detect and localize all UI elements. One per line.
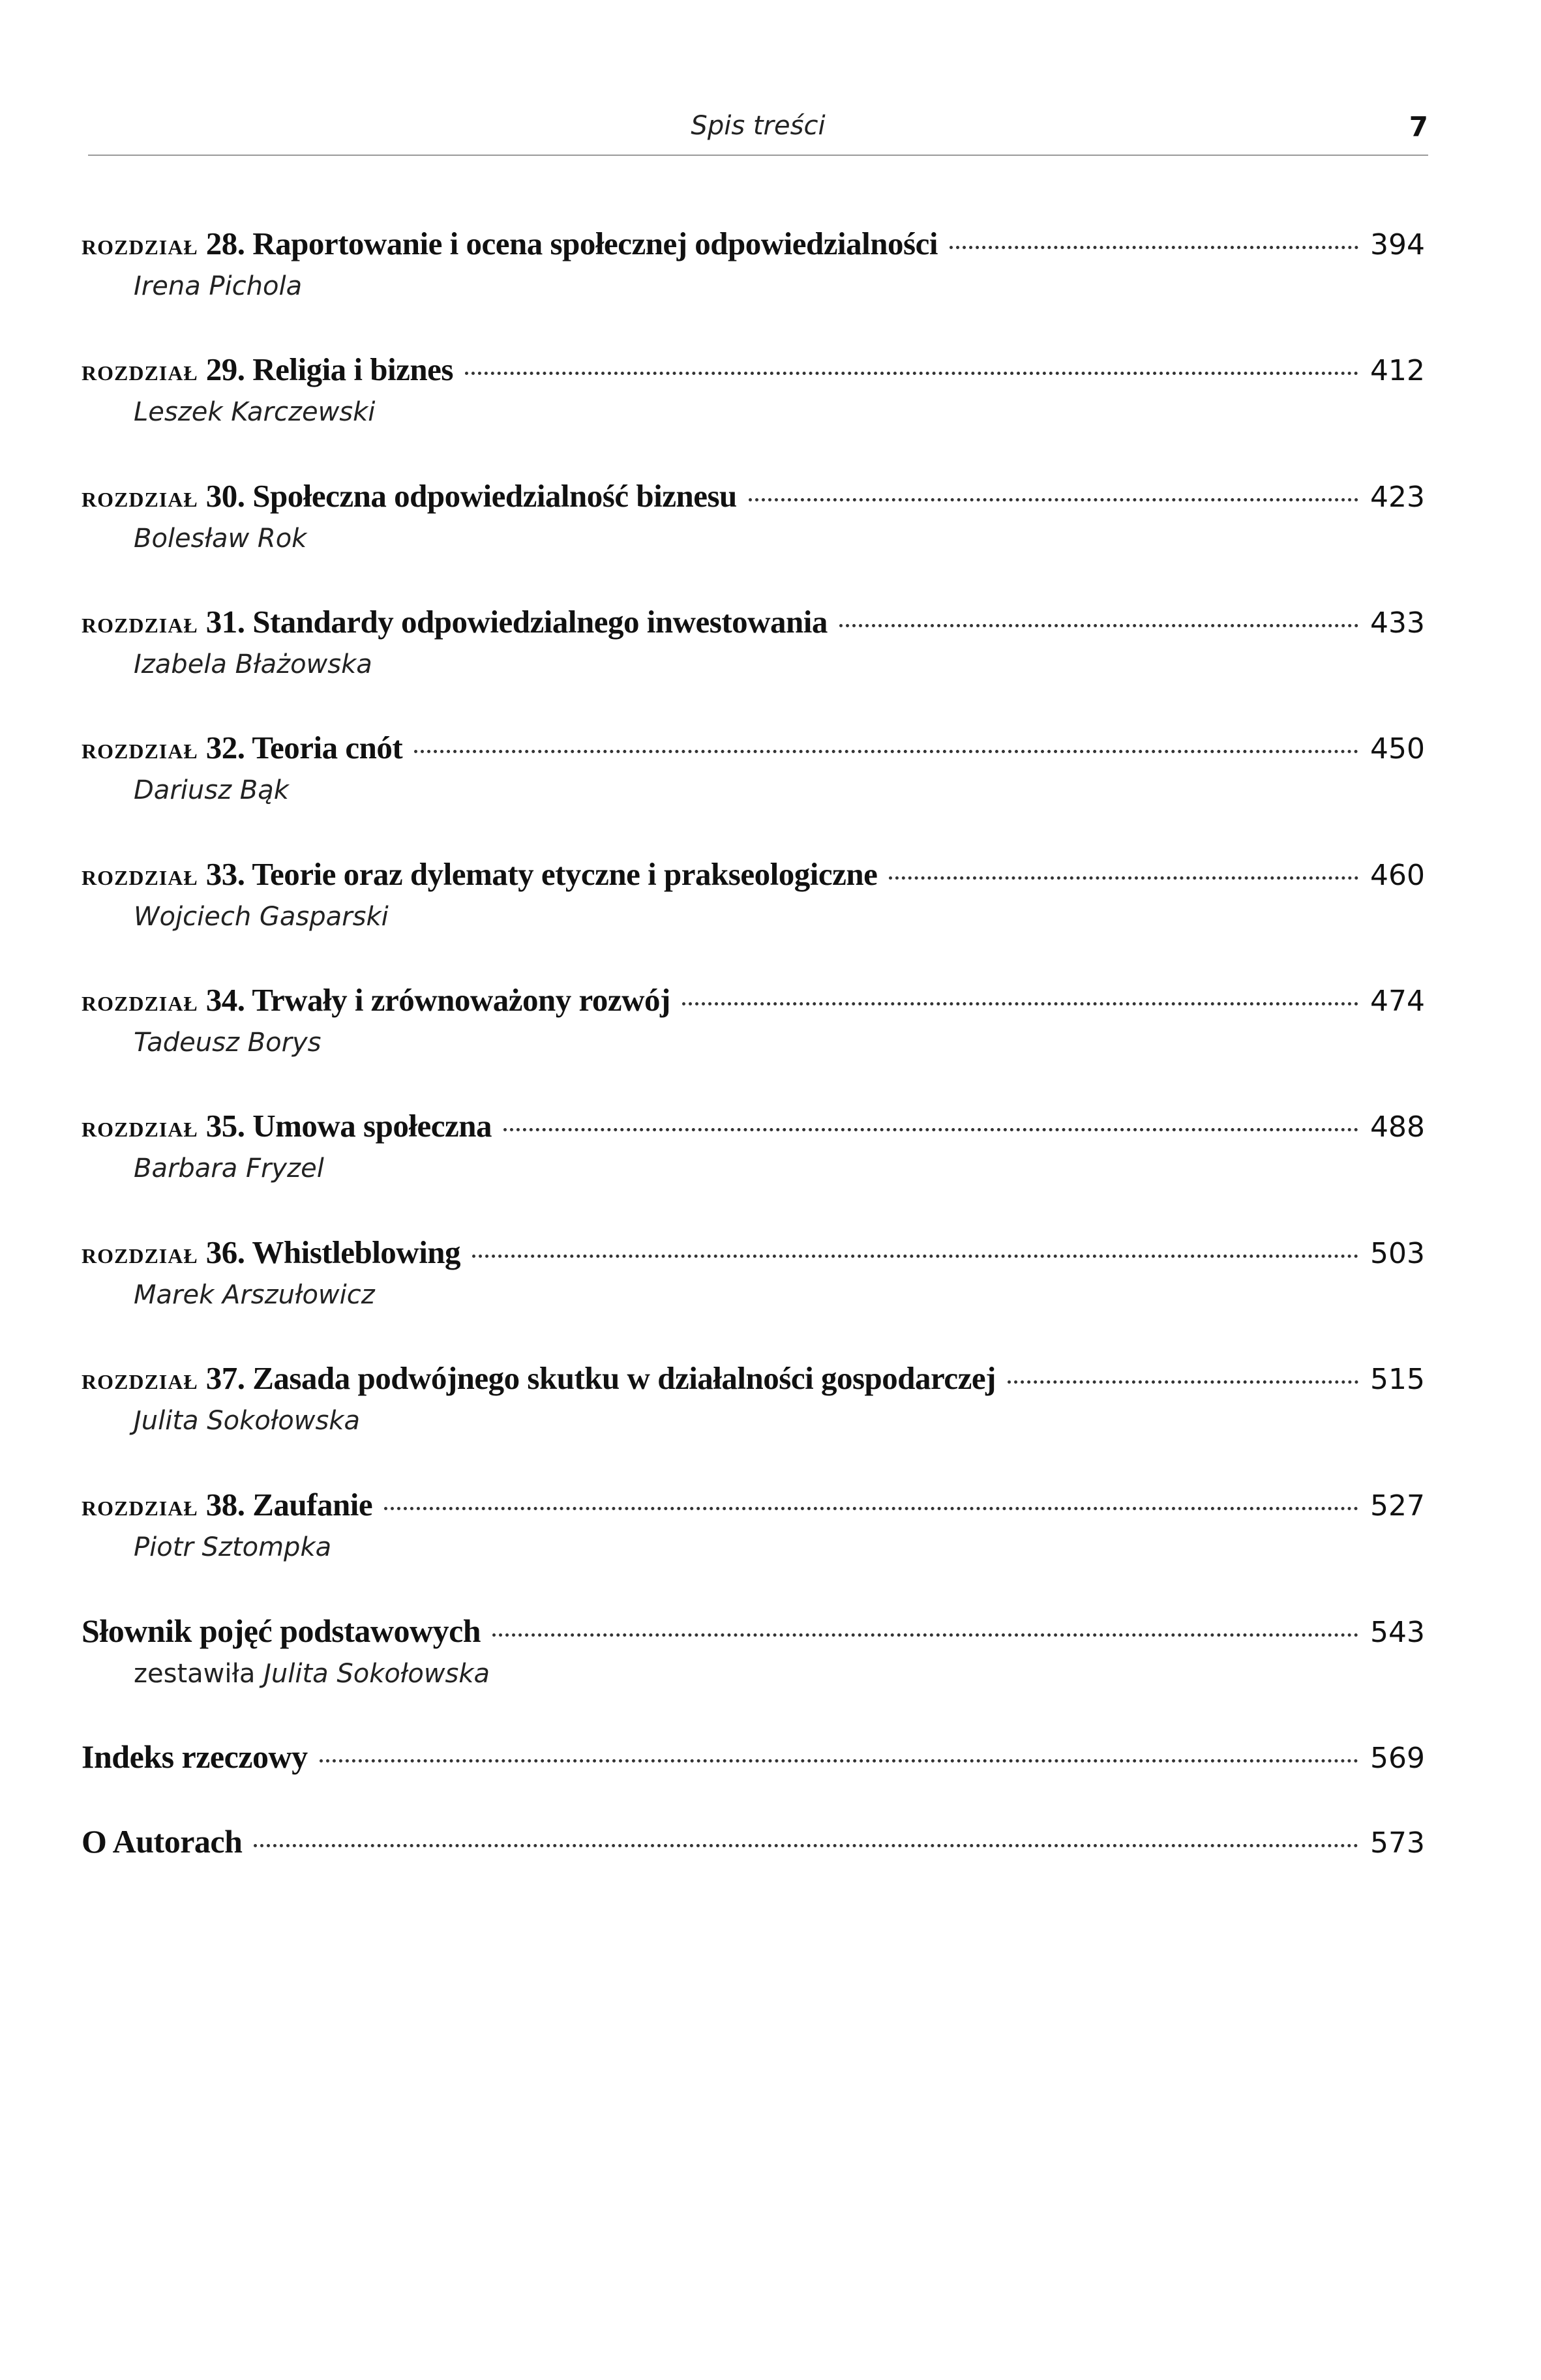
- page-ref: 488: [1370, 1110, 1425, 1144]
- chapter-number: 36.: [205, 1234, 245, 1270]
- chapter-title: Raportowanie i ocena społecznej odpowiedzialności: [252, 226, 938, 261]
- dot-leader: [384, 1507, 1358, 1510]
- running-title: Spis treści: [691, 111, 826, 141]
- toc-entry-line: [82, 1360, 1425, 1397]
- toc-entry-chapter-29[interactable]: [82, 351, 1425, 427]
- toc-entry-line: [82, 225, 1425, 262]
- chapter-author: Irena Pichola: [134, 271, 303, 301]
- running-header: [88, 111, 1428, 156]
- chapter-title: Whistleblowing: [252, 1234, 461, 1270]
- dot-leader: [889, 876, 1358, 880]
- chapter-number: 30.: [205, 478, 245, 514]
- toc-entry-title: [82, 855, 877, 893]
- chapter-author: Dariusz Bąk: [134, 775, 289, 805]
- toc-entry-line: [82, 855, 1425, 893]
- page-ref: 515: [1370, 1363, 1425, 1396]
- toc-entry-title: [82, 1486, 372, 1523]
- page-ref: 527: [1370, 1489, 1425, 1523]
- chapter-author: Wojciech Gasparski: [134, 902, 389, 932]
- chapter-title: Umowa społeczna: [252, 1108, 492, 1144]
- chapter-number: 38.: [205, 1487, 245, 1523]
- chapter-number: 32.: [205, 730, 245, 766]
- chapter-author: Tadeusz Borys: [134, 1028, 322, 1058]
- page-ref: 412: [1370, 354, 1425, 387]
- dot-leader: [682, 1002, 1358, 1005]
- glossary-author: [134, 1659, 1425, 1689]
- chapter-label: ROZDZIAŁ: [82, 739, 198, 763]
- dot-leader: [465, 372, 1358, 375]
- chapter-title: Zaufanie: [252, 1487, 373, 1523]
- chapter-label: ROZDZIAŁ: [82, 866, 198, 889]
- chapter-author: Leszek Karczewski: [134, 397, 376, 427]
- toc-entry-title: [82, 729, 402, 766]
- toc-entry-about-authors[interactable]: [82, 1822, 1425, 1860]
- toc-entry-title: [82, 1360, 996, 1397]
- page-ref: 433: [1370, 606, 1425, 640]
- chapter-title: Teoria cnót: [252, 730, 403, 766]
- toc-entry-line: [82, 1486, 1425, 1523]
- dot-leader: [254, 1844, 1358, 1847]
- toc-entry-title: [82, 1107, 492, 1144]
- chapter-label: ROZDZIAŁ: [82, 1496, 198, 1520]
- chapter-author: Izabela Błażowska: [134, 649, 372, 679]
- toc-entry-line: [82, 351, 1425, 388]
- chapter-number: 33.: [205, 856, 245, 892]
- chapter-title: Religia i biznes: [252, 351, 453, 387]
- dot-leader: [320, 1759, 1358, 1763]
- page-ref: 394: [1370, 228, 1425, 261]
- dot-leader: [414, 750, 1358, 753]
- dot-leader: [950, 246, 1358, 249]
- page-ref: 423: [1370, 481, 1425, 514]
- dot-leader: [472, 1255, 1358, 1258]
- toc-entry-chapter-32[interactable]: [82, 729, 1425, 805]
- chapter-title: Teorie oraz dylematy etyczne i prakseologiczne: [252, 856, 878, 892]
- dot-leader: [503, 1128, 1358, 1131]
- toc-entry-chapter-31[interactable]: [82, 603, 1425, 679]
- chapter-label: ROZDZIAŁ: [82, 235, 198, 259]
- toc-entry-chapter-34[interactable]: [82, 981, 1425, 1058]
- chapter-title: Zasada podwójnego skutku w działalności gospodarczej: [252, 1360, 996, 1396]
- chapter-label: ROZDZIAŁ: [82, 361, 198, 385]
- toc-entry-chapter-35[interactable]: [82, 1107, 1425, 1183]
- toc-entry-title: Indeks rzeczowy: [82, 1738, 308, 1775]
- chapter-label: ROZDZIAŁ: [82, 488, 198, 511]
- page-ref: 573: [1370, 1826, 1425, 1860]
- chapter-number: 28.: [205, 226, 245, 261]
- toc-entry-line: [82, 1612, 1425, 1650]
- chapter-label: ROZDZIAŁ: [82, 1370, 198, 1393]
- author-name: Julita Sokołowska: [263, 1659, 490, 1689]
- toc-entry-title: [82, 1234, 460, 1271]
- toc-entry-title: [82, 603, 828, 640]
- header-rule: [88, 155, 1428, 156]
- toc-entry-line: [82, 1107, 1425, 1144]
- toc-entry-chapter-33[interactable]: [82, 855, 1425, 932]
- chapter-label: ROZDZIAŁ: [82, 992, 198, 1015]
- toc-entry-line: [82, 1738, 1425, 1776]
- toc-entry-glossary[interactable]: [82, 1612, 1425, 1689]
- chapter-title: Standardy odpowiedzialnego inwestowania: [252, 604, 828, 640]
- chapter-number: 34.: [205, 982, 245, 1018]
- chapter-number: 37.: [205, 1360, 245, 1396]
- toc-entry-index[interactable]: [82, 1738, 1425, 1776]
- toc-entry-chapter-38[interactable]: [82, 1486, 1425, 1562]
- page-ref: 503: [1370, 1237, 1425, 1270]
- page-number: 7: [1409, 111, 1428, 143]
- toc-entry-line: [82, 603, 1425, 640]
- toc-entry-chapter-28[interactable]: [82, 225, 1425, 301]
- toc-entry-line: [82, 1822, 1425, 1860]
- page-ref: 460: [1370, 859, 1425, 892]
- toc-entry-line: [82, 1234, 1425, 1271]
- chapter-title: Trwały i zrównoważony rozwój: [252, 982, 670, 1018]
- dot-leader: [749, 498, 1358, 501]
- chapter-author: Bolesław Rok: [134, 524, 307, 554]
- dot-leader: [1008, 1380, 1358, 1384]
- chapter-author: Piotr Sztompka: [134, 1532, 332, 1562]
- chapter-label: ROZDZIAŁ: [82, 614, 198, 637]
- toc-entry-chapter-30[interactable]: [82, 477, 1425, 554]
- dot-leader: [492, 1633, 1358, 1637]
- toc-entry-line: [82, 477, 1425, 514]
- page-ref: 474: [1370, 985, 1425, 1018]
- toc-entry-title: [82, 351, 453, 388]
- page-ref: 543: [1370, 1616, 1425, 1649]
- toc-entry-line: [82, 729, 1425, 766]
- toc-entry-title: Słownik pojęć podstawowych: [82, 1613, 481, 1649]
- chapter-number: 31.: [205, 604, 245, 640]
- toc-entry-title: O Autorach: [82, 1823, 243, 1860]
- toc-entry-line: [82, 981, 1425, 1019]
- author-prefix: zestawiła: [134, 1659, 256, 1689]
- chapter-author: Barbara Fryzel: [134, 1153, 324, 1183]
- dot-leader: [839, 624, 1358, 627]
- page-ref: 569: [1370, 1742, 1425, 1775]
- chapter-label: ROZDZIAŁ: [82, 1118, 198, 1141]
- chapter-author: Julita Sokołowska: [134, 1406, 360, 1436]
- toc-entry-chapter-37[interactable]: [82, 1360, 1425, 1436]
- chapter-number: 35.: [205, 1108, 245, 1144]
- toc-entry-title: [82, 477, 737, 514]
- page-ref: 450: [1370, 732, 1425, 766]
- chapter-title: Społeczna odpowiedzialność biznesu: [252, 478, 737, 514]
- toc-entry-title: [82, 981, 670, 1019]
- chapter-author: Marek Arszułowicz: [134, 1280, 375, 1310]
- toc-entry-chapter-36[interactable]: [82, 1234, 1425, 1310]
- chapter-number: 29.: [205, 351, 245, 387]
- chapter-label: ROZDZIAŁ: [82, 1244, 198, 1268]
- toc-entry-title: [82, 225, 938, 262]
